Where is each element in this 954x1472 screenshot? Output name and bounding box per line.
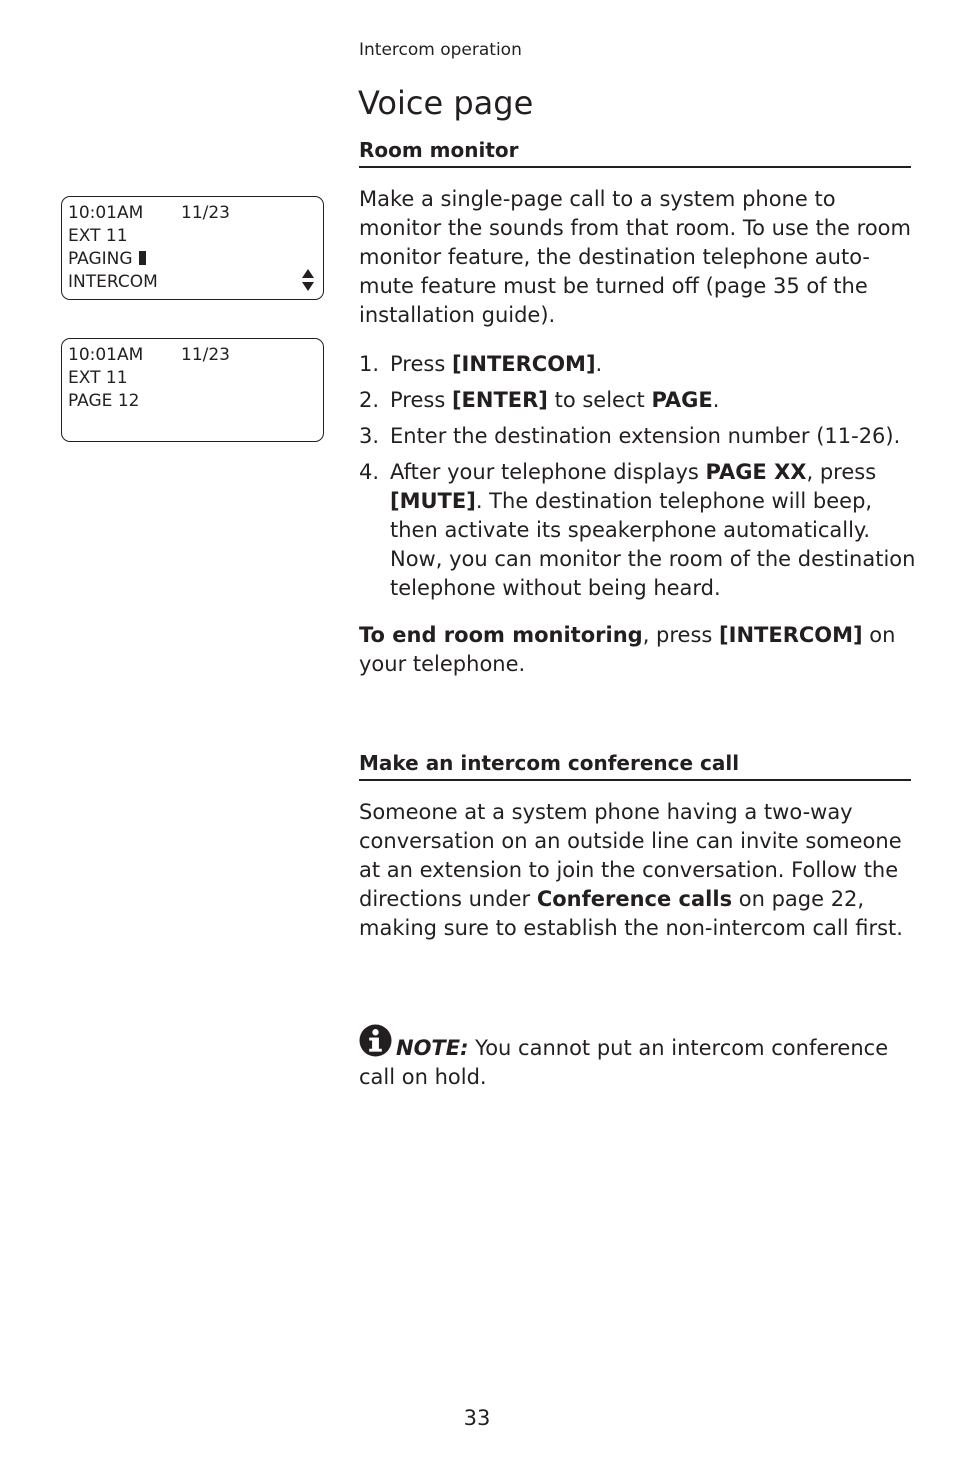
note-label: NOTE: [396, 1036, 469, 1060]
display-screen-paging [61, 196, 324, 300]
step-text: . The destination telephone will beep, then activate its speakerphone automatically. Now, you can monitor the room of the destination telephone without being heard. [390, 489, 916, 600]
conference-calls-label: Conference calls [536, 887, 733, 911]
step-number: 4. [359, 460, 380, 484]
display-screen-page [61, 338, 324, 442]
step-text: , press [806, 460, 877, 484]
display-label: PAGE XX [705, 460, 807, 484]
page-title: Voice page [358, 84, 534, 122]
step-text: After your telephone displays [390, 460, 706, 484]
key-label: [ENTER] [451, 388, 548, 412]
screen-line: PAGE 12 [68, 391, 140, 411]
running-header: Intercom operation [359, 40, 522, 60]
step-number: 2. [359, 388, 380, 412]
screen-line: INTERCOM [68, 272, 158, 292]
step-number: 1. [359, 352, 380, 376]
note [359, 1024, 915, 1092]
info-icon [359, 1024, 392, 1057]
step-item [359, 386, 919, 415]
step-item [359, 458, 919, 603]
room-monitor-steps [359, 350, 919, 610]
step-item [359, 350, 919, 379]
section-heading-room-monitor: Room monitor [359, 138, 911, 168]
step-text: Press [390, 352, 452, 376]
text-run: , press [642, 623, 720, 647]
step-text: to select [547, 388, 652, 412]
screen-date: 11/23 [181, 203, 230, 223]
step-text: . [712, 388, 720, 412]
step-text: Enter the destination extension number (11-26). [390, 424, 901, 448]
room-monitor-intro: Make a single-page call to a system phone to monitor the sounds from that room. To use the room monitor feature, the destination telephone auto-mute feature must be turned off (page 35 of the installation guide). [359, 187, 911, 327]
step-item [359, 422, 919, 451]
menu-label: PAGE [651, 388, 713, 412]
conference-text [359, 798, 909, 943]
text-run: Someone at a system phone having a two-way conversation on an outside line can invite someone at an extension to join the conversation. Follow the directions under [359, 800, 902, 911]
screen-time: 10:01AM [68, 345, 144, 365]
step-number: 3. [359, 424, 380, 448]
key-label: [INTERCOM] [451, 352, 596, 376]
screen-line: EXT 11 [68, 368, 128, 388]
screen-line: PAGING [68, 249, 133, 269]
section-heading-conference: Make an intercom conference call [359, 751, 911, 781]
page-number: 33 [463, 1406, 491, 1430]
step-text: . [595, 352, 603, 376]
key-label: [MUTE] [390, 489, 476, 513]
text-run: on your telephone. [359, 623, 896, 676]
cursor-block-icon [139, 251, 146, 265]
screen-date: 11/23 [181, 345, 230, 365]
step-text: Press [390, 388, 452, 412]
end-monitoring-label: To end room monitoring [359, 623, 643, 647]
key-label: [INTERCOM] [719, 623, 863, 647]
note-text: You cannot put an intercom conference call on hold. [359, 1036, 889, 1089]
up-down-arrow-icon [302, 269, 314, 291]
text-run: on page 22, making sure to establish the non-intercom call first. [359, 887, 903, 940]
screen-time: 10:01AM [68, 203, 144, 223]
end-monitoring-text [359, 621, 915, 679]
screen-line: EXT 11 [68, 226, 128, 246]
